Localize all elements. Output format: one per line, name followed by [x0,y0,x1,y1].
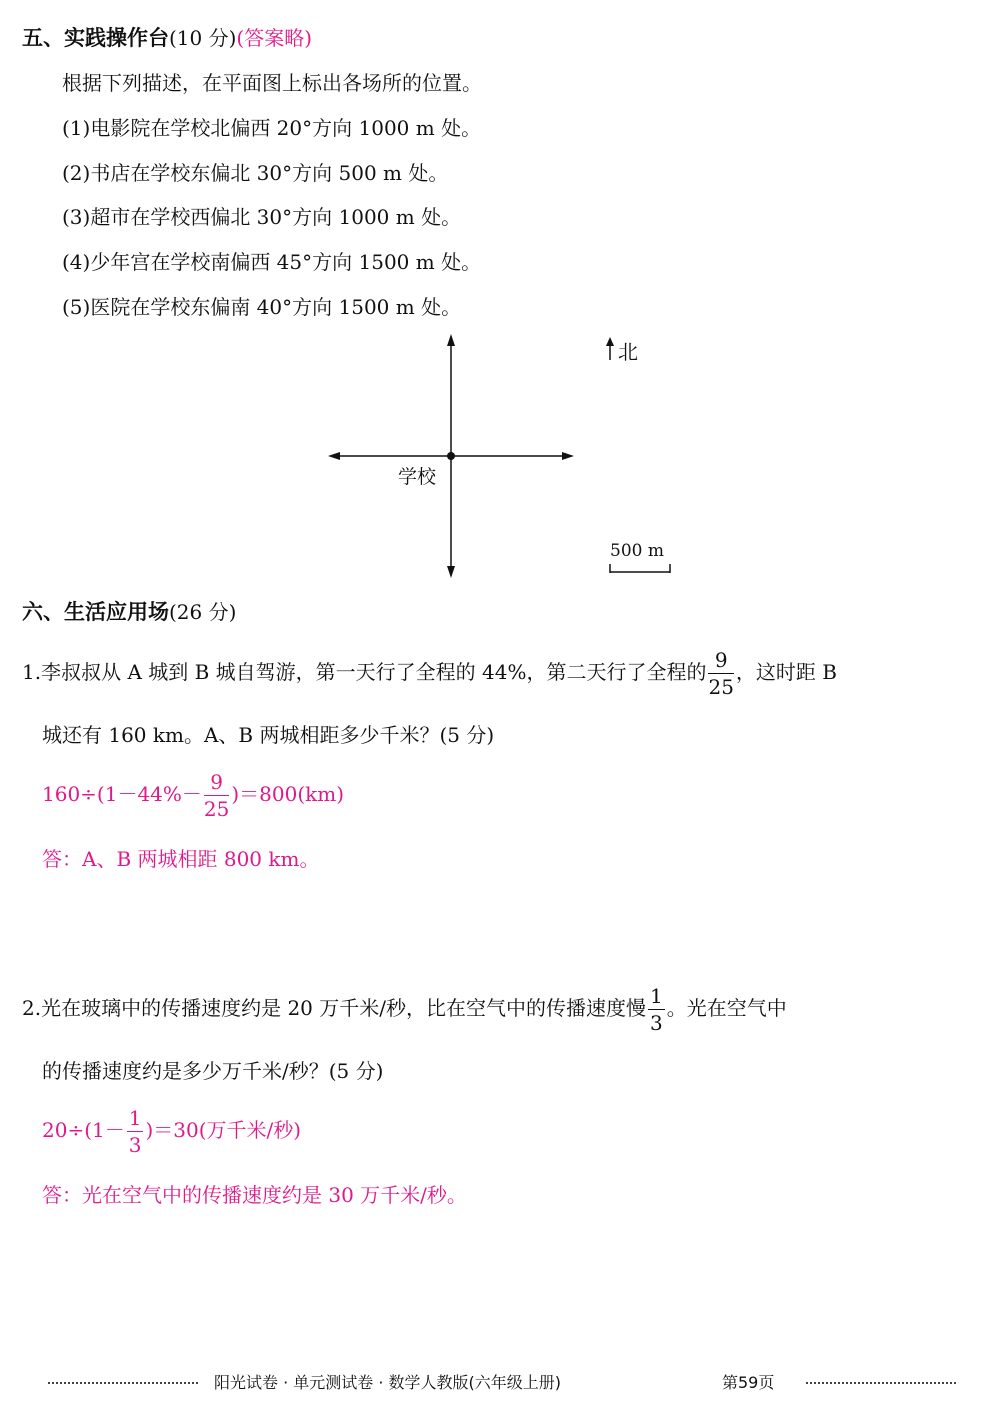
school-point [447,452,455,460]
school-label: 学校 [398,466,437,488]
arrow-up-icon [447,334,455,346]
q1-calc-before: 160÷(1－44%－ [42,782,202,806]
q1-calc-den: 25 [203,797,230,821]
q2-calc-den: 3 [128,1133,142,1157]
q2-text-after: 。光在空气中 [666,996,787,1020]
q1-calculation [42,766,344,822]
q1-frac-den: 25 [708,675,734,699]
q2-fraction [648,986,665,1033]
q2-line1 [22,980,787,1036]
section5-score: (10 分) [169,26,237,50]
q2-calc-fraction [127,1108,144,1155]
section5-title: 五、实践操作台 [22,26,169,50]
footer-dots-right [806,1382,956,1384]
q2-calc-after: )＝30(万千米/秒) [145,1118,302,1142]
scale-bar [610,564,670,573]
q2-calculation [42,1102,301,1158]
section5-item-5: (5)医院在学校东偏南 40°方向 1500 m 处。 [62,295,462,319]
section5-intro: 根据下列描述，在平面图上标出各场所的位置。 [62,71,482,95]
q2-frac-num: 1 [649,984,663,1008]
q1-line1 [22,644,837,700]
q1-fraction [708,650,733,697]
q1-answer: 答：A、B 两城相距 800 km。 [42,847,320,871]
q1-calc-fraction [204,772,229,819]
section5-item-3: (3)超市在学校西偏北 30°方向 1000 m 处。 [62,205,462,229]
q1-frac-num: 9 [708,650,733,674]
q2-line2: 的传播速度约是多少万千米/秒？(5 分) [42,1059,384,1083]
section5-item-1: (1)电影院在学校北偏西 20°方向 1000 m 处。 [62,116,482,140]
section6-title: 六、生活应用场 [22,600,169,624]
q2-answer: 答：光在空气中的传播速度约是 30 万千米/秒。 [42,1183,467,1207]
north-arrow-icon [606,337,614,346]
q1-text-before: 1.李叔叔从 A 城到 B 城自驾游，第一天行了全程的 44%，第二天行了全程的 [22,660,707,684]
section5-note: (答案略) [236,26,313,50]
q2-calc-num: 1 [128,1106,142,1130]
section6-score: (26 分) [169,600,237,624]
q1-calc-num: 9 [204,772,229,796]
arrow-down-icon [447,566,455,578]
q1-line2: 城还有 160 km。A、B 两城相距多少千米？(5 分) [42,723,495,747]
q2-calc-before: 20÷(1－ [42,1118,125,1142]
footer-page-number: 第59页 [722,1373,775,1392]
arrow-right-icon [562,452,574,460]
arrow-left-icon [328,452,340,460]
section5-heading [22,22,312,52]
q2-frac-den: 3 [649,1011,663,1035]
q2-text-before: 2.光在玻璃中的传播速度约是 20 万千米/秒，比在空气中的传播速度慢 [22,996,646,1020]
scale-label: 500 m [610,541,664,561]
section6-heading [22,596,236,626]
north-label: 北 [618,340,638,364]
footer-dots-left [48,1382,198,1384]
footer-title: 阳光试卷 · 单元测试卷 · 数学人教版(六年级上册) [214,1373,562,1392]
q1-calc-after: )＝800(km) [231,782,345,806]
section5-item-2: (2)书店在学校东偏北 30°方向 500 m 处。 [62,161,449,185]
section5-item-4: (4)少年宫在学校南偏西 45°方向 1500 m 处。 [62,250,482,274]
q1-text-after: ，这时距 B [735,660,837,684]
north-indicator [606,337,614,360]
